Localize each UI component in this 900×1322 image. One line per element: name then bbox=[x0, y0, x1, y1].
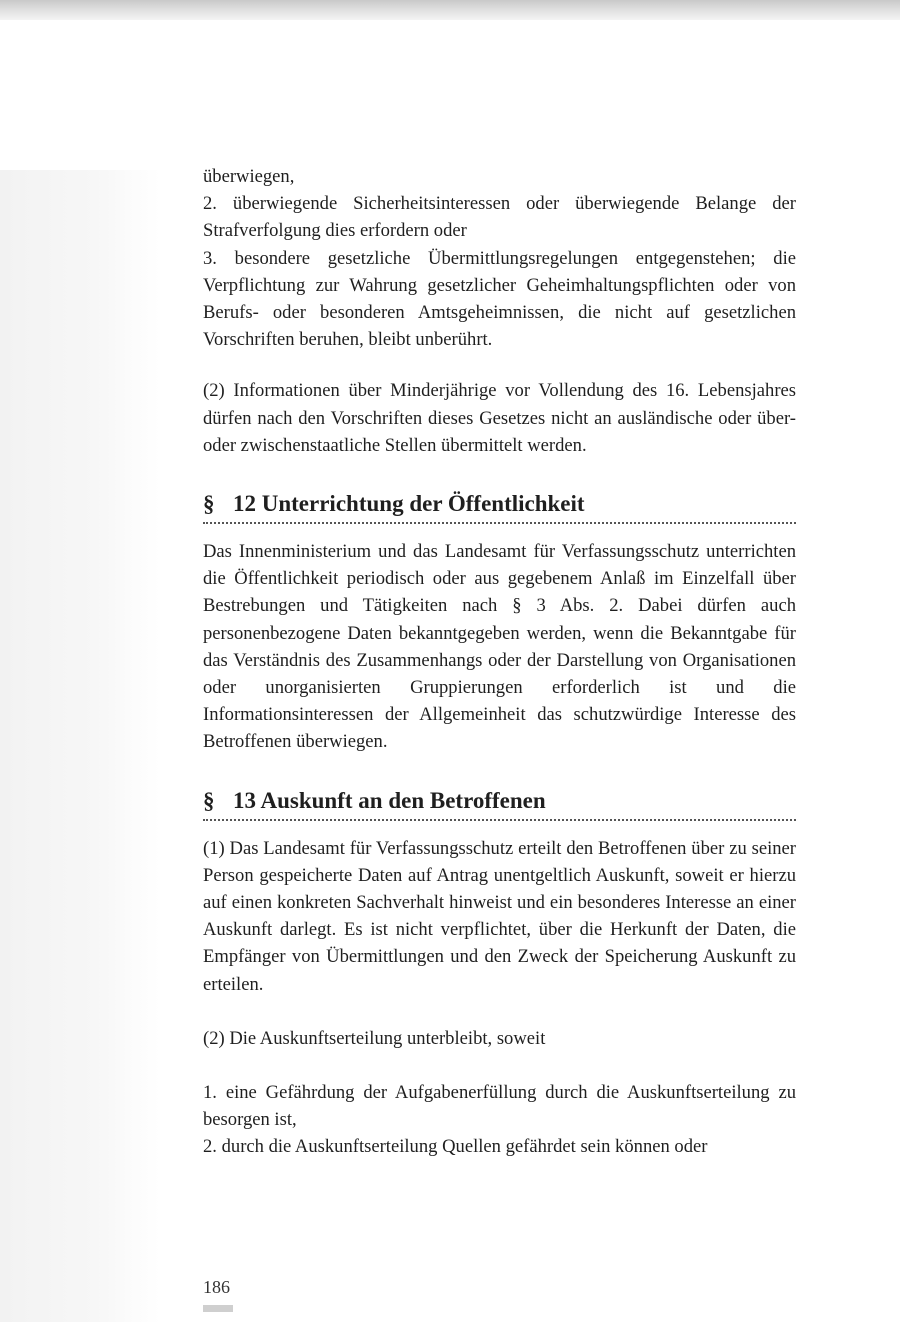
list-item: 3. besondere gesetzliche Übermittlungsregelungen entgegenstehen; die Verpflichtung zur Wahrung gesetzlicher Geheimhaltungspflichten oder von Berufs- oder besonderen Amtsgeheimnissen, die nicht auf gesetzlichen Vorschriften beruhen, bleibt unberührt. bbox=[203, 247, 796, 351]
list-item: 2. überwiegende Sicherheitsinteressen oder überwiegende Belange der Strafverfolgung dies erfordern oder bbox=[203, 193, 796, 242]
scan-top-edge bbox=[0, 0, 900, 20]
section-heading-13 bbox=[203, 786, 796, 821]
paragraph-minors: (2) Informationen über Minderjährige vor Vollendung des 16. Lebensjahres dürfen nach den Vorschriften dieses Gesetzes nicht an ausländische oder über- oder zwischenstaatliche Stellen übermittelt werden. bbox=[203, 380, 796, 456]
section-title: 13 Auskunft an den Betroffenen bbox=[233, 787, 546, 813]
section-12-body: Das Innenministerium und das Landesamt für Verfassungsschutz unterrichten die Öffentlichkeit periodisch oder aus gegebenem Anlaß im Einzelfall über Bestrebungen und Tätigkeiten nach § 3 Abs. 2. Dabei dürfen auch personenbezogene Daten bekanntgegeben werden, wenn die Bekanntgabe für das Verständnis des Zusammenhangs oder der Darstellung von Organisationen oder unorganisierten Gruppierungen erforderlich ist und die Informationsinteressen der Allgemeinheit das schutzwürdige Interesse des Betroffenen überwiegen. bbox=[203, 541, 796, 753]
section-heading-12 bbox=[203, 489, 796, 524]
section-title: 12 Unterrichtung der Öffentlichkeit bbox=[233, 491, 585, 517]
footer-mark bbox=[203, 1305, 233, 1312]
page-number: 186 bbox=[203, 1277, 230, 1297]
text-line: überwiegen, bbox=[203, 166, 295, 187]
scan-left-shadow bbox=[0, 170, 160, 1322]
section-13-paragraph-1: (1) Das Landesamt für Verfassungsschutz erteilt den Betroffenen über zu seiner Person gespeicherte Daten auf Antrag unentgeltlich Auskunft, soweit er hierzu auf einen konkreten Sachverhalt hinweist und ein besonderes Interesse an einer Auskunft darlegt. Es ist nicht verpflichtet, über die Herkunft der Daten, die Empfänger von Übermittlungen und den Zweck der Speicherung Auskunft zu erteilen. bbox=[203, 837, 796, 995]
list-item: 1. eine Gefährdung der Aufgabenerfüllung durch die Auskunftserteilung zu besorgen ist, bbox=[203, 1082, 796, 1131]
section-13-paragraph-2: (2) Die Auskunftserteilung unterbleibt, soweit bbox=[203, 1027, 546, 1049]
list-item: 2. durch die Auskunftserteilung Quellen gefährdet sein können oder bbox=[203, 1136, 708, 1158]
page-body bbox=[203, 163, 796, 1161]
section-sign: § bbox=[203, 787, 215, 813]
section-sign: § bbox=[203, 491, 215, 517]
